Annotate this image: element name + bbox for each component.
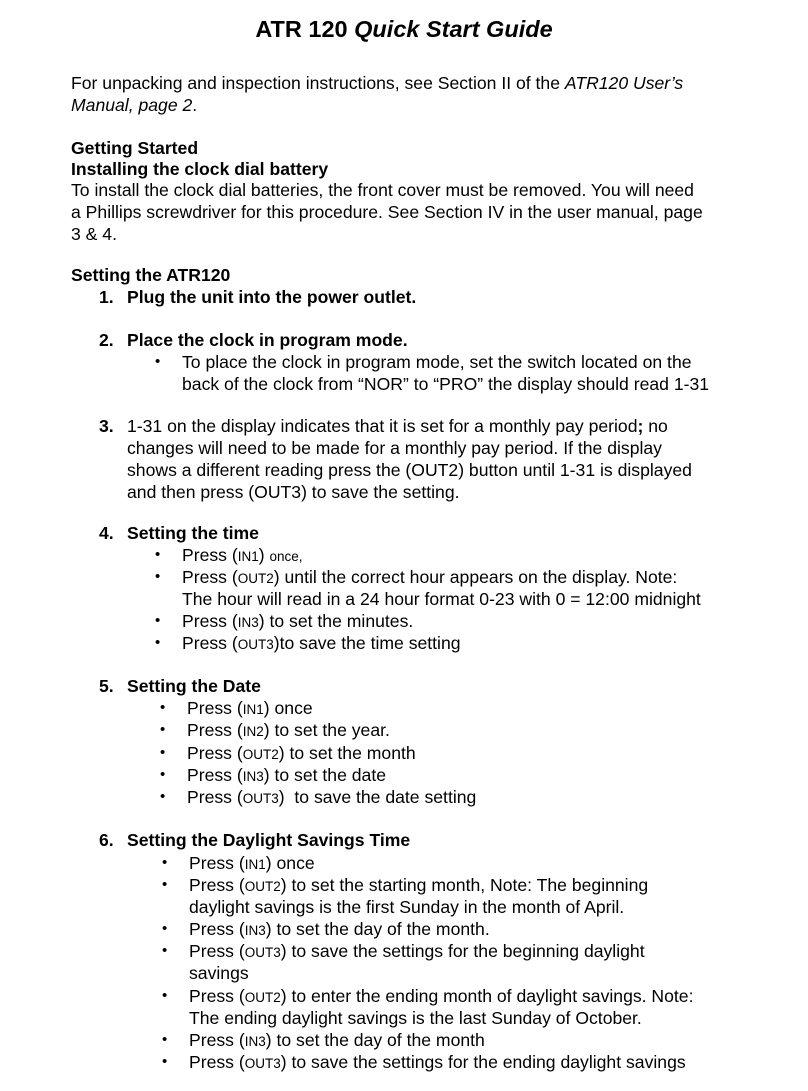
intro-paragraph (71, 72, 751, 94)
bullet-text (187, 697, 767, 721)
text-segment: ) to enter the ending month of daylight savings. Note: (280, 986, 694, 1006)
text-segment: Press ( (182, 545, 238, 565)
bullet-text (187, 719, 767, 743)
bullet-icon: • (160, 766, 166, 783)
text-segment: Press ( (182, 611, 238, 631)
title-italic: Quick Start Guide (354, 16, 553, 42)
step-number: 5. (99, 676, 114, 696)
bullet-text (182, 544, 762, 568)
text-segment: Press ( (187, 743, 243, 763)
step3-line1b: no (643, 416, 668, 436)
step-text: Plug the unit into the power outlet. (127, 287, 417, 307)
key-label: OUT2 (244, 990, 281, 1005)
bullet-icon: • (160, 788, 166, 805)
bullet-icon: • (162, 1053, 168, 1070)
text-segment: )to save the time setting (273, 633, 461, 653)
key-label: OUT2 (237, 571, 274, 586)
battery-text-line3: 3 & 4. (71, 224, 117, 244)
setting-heading: Setting the ATR120 (71, 265, 231, 285)
key-label: IN3 (244, 1034, 266, 1049)
text-segment: ) to set the day of the month. (265, 919, 490, 939)
step-number: 2. (99, 330, 114, 350)
step-number: 3. (99, 416, 114, 436)
bullet-icon: • (162, 920, 168, 937)
key-label: OUT3 (244, 1056, 281, 1071)
text-segment: Press ( (189, 1030, 245, 1050)
step3-semicolon: ; (637, 416, 644, 436)
text-segment: ) once (263, 698, 313, 718)
text-segment: Press ( (189, 986, 245, 1006)
bullet-icon: • (155, 612, 161, 629)
text-segment: Press ( (182, 567, 238, 587)
text-segment: Press ( (189, 875, 245, 895)
bullet-text (189, 985, 769, 1009)
step-heading: Setting the Date (127, 676, 261, 696)
key-label: OUT2 (242, 747, 279, 762)
intro-paragraph-line2 (71, 94, 751, 116)
key-label: IN2 (242, 724, 264, 739)
step-number: 4. (99, 523, 114, 543)
key-label: IN3 (237, 615, 259, 630)
step3-line1a: 1-31 on the display indicates that it is set for a monthly pay period (127, 416, 638, 436)
text-segment: ) to set the day of the month (265, 1030, 485, 1050)
text-segment: Press ( (187, 698, 243, 718)
step-number: 6. (99, 830, 114, 850)
bullet-text: The ending daylight savings is the last Sunday of October. (189, 1008, 642, 1028)
bullet-text (189, 918, 769, 942)
step-number: 1. (99, 287, 114, 307)
bullet-text (182, 610, 762, 634)
key-label: IN3 (242, 769, 264, 784)
bullet-text (187, 786, 767, 810)
text-segment: ) once (265, 853, 315, 873)
text-segment: Press ( (189, 853, 245, 873)
bullet-text (182, 632, 762, 656)
text-segment: once, (269, 549, 303, 564)
bullet-text: To place the clock in program mode, set the switch located on the (182, 352, 692, 372)
key-label: IN1 (237, 549, 259, 564)
text-segment: ) until the correct hour appears on the display. Note: (273, 567, 678, 587)
intro-manual-ref: ATR120 User’s (564, 73, 684, 93)
bullet-icon: • (155, 546, 161, 563)
bullet-icon: • (162, 1031, 168, 1048)
key-label: IN3 (244, 923, 266, 938)
text-segment: ) to set the year. (263, 720, 390, 740)
text-segment: ) (258, 545, 270, 565)
text-segment: Press ( (189, 919, 245, 939)
bullet-icon: • (155, 634, 161, 651)
key-label: OUT3 (242, 791, 279, 806)
step-text (127, 415, 757, 437)
bullet-text: The hour will read in a 24 hour format 0-23 with 0 = 12:00 midnight (182, 589, 701, 609)
step-text: shows a different reading press the (OUT2) button until 1-31 is displayed (127, 460, 692, 480)
step-text: and then press (OUT3) to save the setting. (127, 482, 460, 502)
text-segment: Press ( (182, 633, 238, 653)
text-segment: Press ( (189, 1052, 245, 1072)
bullet-text (182, 566, 762, 590)
intro-end: . (192, 95, 198, 115)
bullet-icon: • (160, 744, 166, 761)
text-segment: ) to set the month (278, 743, 416, 763)
text-segment: ) to set the minutes. (258, 611, 414, 631)
intro-manual-ref2: Manual, page 2 (71, 95, 193, 115)
bullet-text: back of the clock from “NOR” to “PRO” the display should read 1-31 (182, 374, 710, 394)
key-label: IN1 (242, 702, 264, 717)
page-title (0, 14, 808, 44)
text-segment: ) to set the date (263, 765, 387, 785)
step-heading: Setting the time (127, 523, 259, 543)
bullet-icon: • (162, 876, 168, 893)
bullet-text: savings (189, 963, 249, 983)
text-segment: ) to set the starting month, Note: The beginning (280, 875, 649, 895)
step-heading: Setting the Daylight Savings Time (127, 830, 411, 850)
text-segment: Press ( (187, 720, 243, 740)
intro-text: For unpacking and inspection instructions, see Section II of the (71, 73, 565, 93)
key-label: OUT3 (237, 637, 274, 652)
bullet-text (187, 742, 767, 766)
bullet-text (189, 852, 769, 876)
text-segment: Press ( (187, 765, 243, 785)
bullet-icon: • (155, 353, 161, 370)
battery-subheading: Installing the clock dial battery (71, 159, 329, 179)
bullet-icon: • (162, 854, 168, 871)
title-main: ATR 120 (255, 16, 348, 42)
bullet-icon: • (160, 699, 166, 716)
text-segment: ) to save the settings for the ending daylight savings (280, 1052, 686, 1072)
battery-text-line2: a Phillips screwdriver for this procedure. See Section IV in the user manual, page (71, 202, 703, 222)
bullet-text (189, 874, 769, 898)
bullet-icon: • (155, 568, 161, 585)
step-text: changes will need to be made for a monthly pay period. If the display (127, 438, 662, 458)
bullet-text (189, 1029, 769, 1053)
bullet-icon: • (162, 942, 168, 959)
text-segment: ) to save the settings for the beginning daylight (280, 941, 645, 961)
bullet-text (189, 1051, 769, 1075)
key-label: OUT2 (244, 879, 281, 894)
text-segment: ) to save the date setting (278, 787, 477, 807)
step-text: Place the clock in program mode. (127, 330, 408, 350)
bullet-text (189, 940, 769, 964)
bullet-text: daylight savings is the first Sunday in the month of April. (189, 897, 625, 917)
bullet-text (187, 764, 767, 788)
text-segment: Press ( (187, 787, 243, 807)
battery-text-line1: To install the clock dial batteries, the front cover must be removed. You will need (71, 180, 694, 200)
bullet-icon: • (160, 721, 166, 738)
text-segment: Press ( (189, 941, 245, 961)
bullet-icon: • (162, 987, 168, 1004)
key-label: IN1 (244, 857, 266, 872)
key-label: OUT3 (244, 945, 281, 960)
getting-started-heading: Getting Started (71, 138, 199, 158)
